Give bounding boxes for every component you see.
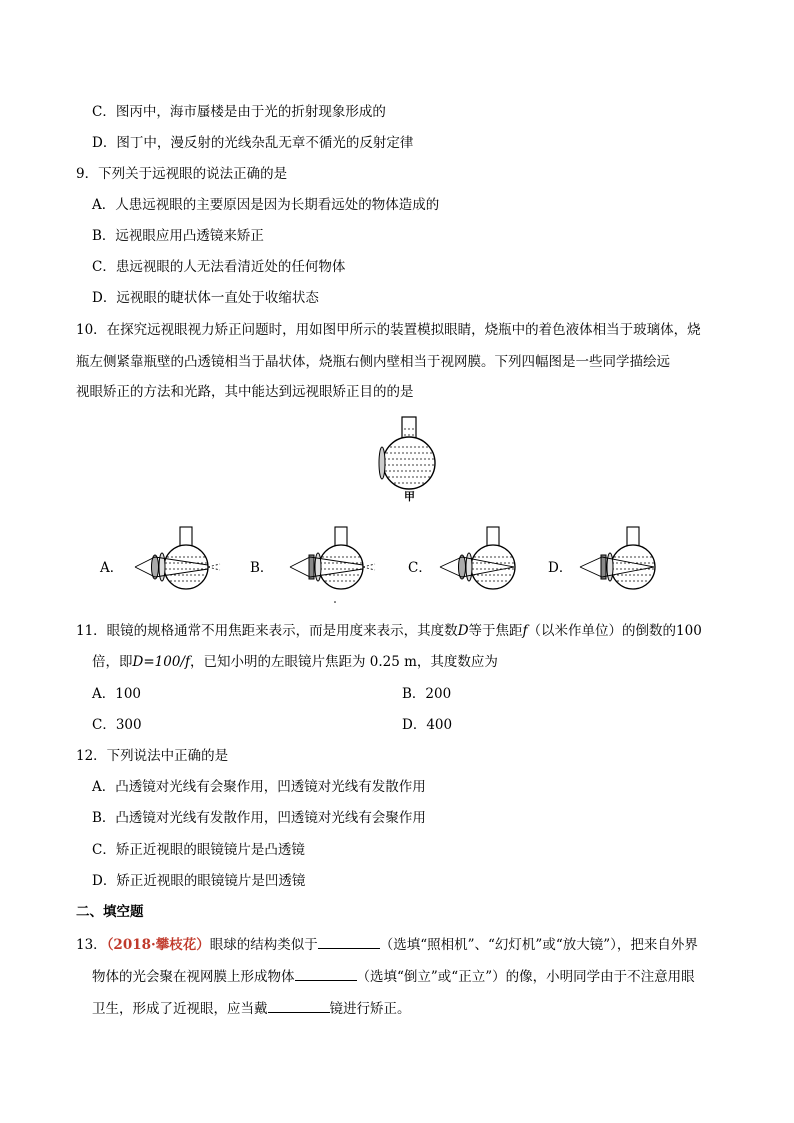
q12-option-d: D．矫正近视眼的眼镜镜片是凹透镜 xyxy=(92,873,306,889)
q11-option-d: D．400 xyxy=(402,717,453,733)
q10-option-d-label: D． xyxy=(548,560,573,576)
q9-option-a: A．人患远视眼的主要原因是因为长期看远处的物体造成的 xyxy=(92,197,440,213)
q9-stem: 9．下列关于远视眼的说法正确的是 xyxy=(76,166,288,182)
q13-number: 13． xyxy=(76,937,107,953)
q13-part1: 眼球的结构类似于 xyxy=(209,937,318,953)
q13-source-tag: （2018·攀枝花） xyxy=(106,937,210,953)
q12-stem: 12．下列说法中正确的是 xyxy=(76,748,229,764)
q13-l3-part1: 卫生，形成了近视眼，应当戴 xyxy=(92,1001,268,1017)
q11-option-b: B．200 xyxy=(402,686,452,702)
q12-option-c: C．矫正近视眼的眼镜镜片是凸透镜 xyxy=(92,842,305,858)
q11-option-c: C．300 xyxy=(92,717,142,733)
q13-line1 xyxy=(76,935,698,954)
q10-stem-line2: 瓶左侧紧靠瓶壁的凸透镜相当于晶状体，烧瓶右侧内壁相当于视网膜。下列四幅图是一些同学描绘远 xyxy=(76,354,670,370)
q11-stem-l2-part1: 倍，即 xyxy=(92,654,133,670)
q13-blank-1[interactable] xyxy=(318,935,380,949)
q10-stem-line3: 视眼矫正的方法和光路，其中能达到远视眼矫正目的的是 xyxy=(76,384,414,400)
q11-option-a: A．100 xyxy=(92,686,142,702)
q13-part2: （选填“照相机”、“幻灯机”或“放大镜”），把来自外界 xyxy=(379,937,698,953)
q10-option-d-figure xyxy=(572,525,662,600)
q10-option-c-label: C． xyxy=(408,560,432,576)
q13-blank-2[interactable] xyxy=(295,967,357,981)
q10-option-b-label: B． xyxy=(250,560,274,576)
q11-stem-l2-part2: ，已知小明的左眼镜片焦距为 0.25 m，其度数应为 xyxy=(189,654,498,670)
q8-option-d: D．图丁中，漫反射的光线杂乱无章不循光的反射定律 xyxy=(92,135,414,151)
q11-formula: D=100/f xyxy=(132,654,190,670)
q10-option-c-figure xyxy=(432,525,522,600)
q12-option-a: A．凸透镜对光线有会聚作用，凹透镜对光线有发散作用 xyxy=(92,779,426,795)
q9-option-c: C．患远视眼的人无法看清近处的任何物体 xyxy=(92,259,346,275)
q10-option-a-label: A． xyxy=(100,560,124,576)
q13-line2 xyxy=(92,967,695,986)
q11-stem-part1: 11．眼镜的规格通常不用焦距来表示，而是用度来表示，其度数 xyxy=(76,623,458,639)
q13-l2-part2: （选填“倒立”或“正立”）的像，小明同学由于不注意用眼 xyxy=(356,969,695,985)
figure-label-jia: 甲 xyxy=(404,490,415,503)
q11-stem-line2 xyxy=(92,653,498,671)
q11-stem-line1 xyxy=(76,622,702,640)
q9-option-d: D．远视眼的睫状体一直处于收缩状态 xyxy=(92,290,319,306)
q11-var-d: D xyxy=(457,623,469,639)
q13-blank-3[interactable] xyxy=(268,999,330,1013)
q13-l3-part2: 镜进行矫正。 xyxy=(329,1001,411,1017)
q10-option-a-figure xyxy=(125,525,225,600)
section-heading: 二、填空题 xyxy=(76,904,144,920)
q9-option-b: B．远视眼应用凸透镜来矫正 xyxy=(92,228,264,244)
q10-stem-line1: 10．在探究远视眼视力矫正问题时，用如图甲所示的装置模拟眼睛，烧瓶中的着色液体相当于玻璃体，烧 xyxy=(76,322,701,338)
q8-option-c: C．图丙中，海市蜃楼是由于光的折射现象形成的 xyxy=(92,104,386,120)
q11-var-f: f xyxy=(522,623,528,639)
q11-stem-part2: 等于焦距 xyxy=(468,623,523,639)
q13-line3 xyxy=(92,999,411,1018)
q12-option-b: B．凸透镜对光线有发散作用，凹透镜对光线有会聚作用 xyxy=(92,810,426,826)
q11-stem-part3: （以米作单位）的倒数的100 xyxy=(527,623,702,639)
q10-option-b-figure xyxy=(280,525,380,605)
q13-l2-part1: 物体的光会聚在视网膜上形成物体 xyxy=(92,969,295,985)
